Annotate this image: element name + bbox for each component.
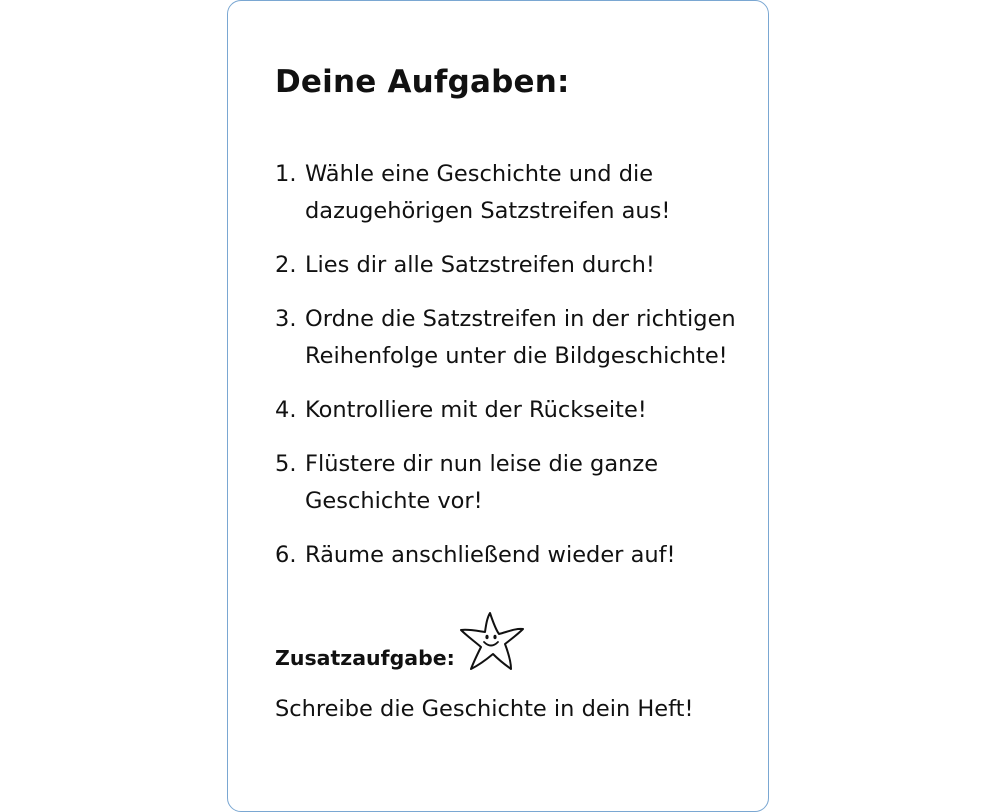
- task-item-1: [275, 156, 755, 230]
- task-item-4: [275, 392, 755, 429]
- task-number: 6.: [275, 542, 297, 568]
- task-item-5: [275, 446, 755, 520]
- task-item-2: [275, 247, 755, 284]
- task-number: 1.: [275, 161, 297, 187]
- task-text: Lies dir alle Satzstreifen durch!: [305, 252, 655, 278]
- task-number: 2.: [275, 252, 297, 278]
- task-number: 3.: [275, 306, 297, 332]
- task-text: Flüstere dir nun leise die ganze Geschichte vor!: [305, 451, 659, 514]
- task-number: 5.: [275, 451, 297, 477]
- task-text: Ordne die Satzstreifen in der richtigen Reihenfolge unter die Bildgeschichte!: [305, 306, 736, 369]
- task-number: 4.: [275, 397, 297, 423]
- extra-task-label: Zusatzaufgabe:: [275, 646, 455, 670]
- task-list: [275, 156, 755, 591]
- task-text: Räume anschließend wieder auf!: [305, 542, 676, 568]
- task-item-6: [275, 537, 755, 574]
- page-title: Deine Aufgaben:: [275, 64, 570, 100]
- extra-task-text: Schreibe die Geschichte in dein Heft!: [275, 696, 694, 722]
- task-item-3: [275, 301, 755, 375]
- task-text: Kontrolliere mit der Rückseite!: [305, 397, 647, 423]
- smiling-star-icon: [460, 610, 526, 672]
- task-text: Wähle eine Geschichte und die dazugehörigen Satzstreifen aus!: [305, 161, 671, 224]
